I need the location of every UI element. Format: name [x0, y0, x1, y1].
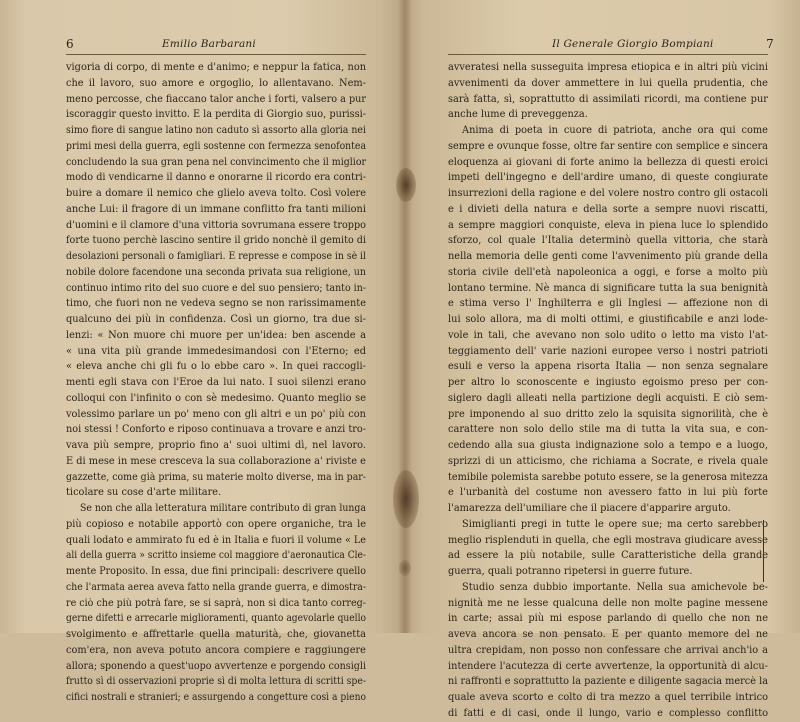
text-line: vole in tali, che avevano non solo udito o letto ma visto l'at-: [448, 329, 768, 341]
margin-bracket-mark: [757, 520, 764, 582]
text-line: quali lodato e ammirato fu ed è in Italia e fuori il volume « Le: [66, 534, 366, 546]
text-line: quale aveva scorto e colto di tra mezzo a quel terribile intrico: [448, 692, 769, 703]
text-line: Studio senza dubbio importante. Nella sua amichevole be-: [462, 581, 768, 593]
text-line: siglero dagli alleati nella partizione degli acquisti. E ciò sem-: [448, 392, 768, 404]
binding-stain-upper: [396, 168, 416, 202]
text-line: ad essere la più notabile, sulle Caratteristiche della grande: [448, 550, 769, 562]
text-line: qualcuno dei più in confidenza. Così un giorno, tra due si-: [66, 314, 366, 325]
text-line: forte tuono perchè lascino sentire il grido nonchè il gemito di: [66, 235, 367, 247]
text-line: aveva ancora se non pensato. E per quanto memore del ne: [448, 629, 768, 640]
left-header: [66, 36, 366, 52]
text-line: temibile polemista sarebbe potuto essere, se la generosa mitezza: [448, 471, 768, 483]
text-line: mente Proposito. In essa, due fini principali: descrivere quello: [66, 566, 367, 577]
text-line: allora; sponendo a quest'uopo avvertenze e porgendo consigli: [66, 660, 366, 672]
left-header-rule: [66, 54, 366, 55]
book-gutter: [398, 0, 412, 633]
left-page: [0, 0, 404, 703]
text-line: ni raffronti e soprattutto la paziente e diligente sagacia mercè la: [448, 676, 769, 688]
text-line: cifici nostrali e stranieri; e assurgendo a congetture così a pieno: [66, 692, 367, 703]
text-line: che l'armata aerea aveva fatto nella grande guerra, e dimostra-: [66, 581, 366, 593]
right-page-number: 7: [766, 37, 774, 51]
text-line: e i divieti della natura e della sorte a sempre nuovi riscatti,: [448, 203, 769, 215]
text-line: Anima di poeta in cuore di patriota, anche ora qui come: [462, 125, 768, 136]
text-line: ultra crepidam, non posso non confessare che arrivai anch'io a: [448, 644, 768, 656]
text-line: menti egli stava con l'Eroe da lui nato. I suoi silenzi erano: [66, 377, 367, 388]
text-line: avveratesi nella susseguita impresa etiopica e in altri più vicini: [448, 62, 768, 73]
text-line: sprizzi di un atticismo, che richiama a Socrate, e rivela quale: [448, 455, 769, 467]
text-line: lontano termine. Nè manca di significare tutta la sua benignità: [448, 282, 768, 294]
text-line: buire a domare il nemico che glielo aveva tolto. Così volere: [66, 188, 366, 199]
text-line: nella memoria delle genti come l'avvenimento più grande della: [448, 251, 769, 262]
text-line: timo, che fuori non ne vedeva segno se non rarissimamente: [66, 298, 366, 310]
text-line: colloqui con l'infinito o con sè medesimo. Quanto meglio se: [66, 392, 367, 404]
text-line: vigoria di corpo, di mente e d'animo; e neppur la fatica, non: [66, 62, 367, 73]
text-line: gerne difetti e arrecarle miglioramenti, quanto agevolarle quello: [66, 613, 367, 625]
text-line: meglio risplenduti in quella, che egli mostrava giudicare avesse: [448, 534, 768, 546]
text-line: vava più sempre, proprio fino a' suoi ultimi dì, nel lavoro.: [66, 440, 366, 451]
text-line: storia civile dell'età napoleonica a oggi, e forse a molto più: [448, 266, 768, 278]
text-line: Se non che alla letteratura militare contributo di gran lunga: [80, 503, 366, 514]
binding-stain-small: [399, 560, 411, 576]
text-line: svolgimento e affrettarle quella maturità, che, giovanetta: [66, 629, 366, 640]
text-line: eloquenza ai giovani di forte animo la bellezza di questi eroici: [448, 156, 768, 168]
text-line: e l'urbanità del costume non avessero fatto in lui più forte: [448, 487, 768, 499]
text-line: primi mesi della guerra, egli sostenne con fermezza senofontea: [66, 140, 367, 152]
text-line: re ciò che più potrà fare, se si saprà, non si dica tanto correg-: [66, 597, 366, 609]
text-line: cedendo alla sua giusta indignazione solo a tempo e a luogo,: [448, 440, 768, 451]
text-line: desolazioni personali o famigliari. E represse e compose in sè il: [66, 251, 366, 262]
text-line: pre imponendo al suo dritto zelo la squisita signorilità, che è: [448, 408, 768, 420]
text-line: più copioso e notabile apportò con opere organiche, tra le: [66, 518, 366, 530]
left-body-text: [66, 60, 366, 706]
text-line: carattere non solo dello stile ma di tutta la vita sua, e con-: [448, 424, 769, 436]
text-line: che il lavoro, suo amore e orgoglio, lo allentavano. Nem-: [66, 77, 366, 89]
binding-stain-lower: [393, 470, 419, 528]
text-line: insurrezioni della ragione e del volere nostro contro gli ostacoli: [448, 188, 769, 199]
text-line: di fatti e di casi, onde il lungo, vario e complesso conflitto: [448, 707, 769, 719]
text-line: nignità me ne lesse qualcuna delle non molte pagine messene: [448, 597, 768, 609]
text-line: sforzo, col quale l'Italia determinò quella vittoria, che starà: [448, 235, 768, 247]
text-line: lenzi: « Non muore chi muore per un'idea: ben ascende a: [66, 329, 366, 341]
right-running-title: Il Generale Giorgio Bompiani: [552, 38, 714, 50]
text-line: « una vita più grande immedesimandosi con l'Eterno; ed: [66, 345, 367, 357]
text-line: intendere l'acutezza di certe avvertenze, la opportunità di alcu-: [448, 660, 768, 672]
text-line: anche lume di preveggenza.: [448, 109, 588, 121]
text-line: anche Lui: il fragore di un immane conflitto fra tanti milioni: [66, 203, 366, 215]
text-line: a sempre maggiori conquiste, eleva in piena luce lo splendido: [448, 219, 769, 231]
text-line: in carte; assai più mi espose parlando di quello che non ne: [448, 613, 769, 625]
right-page: [404, 0, 800, 719]
text-line: continuo intimo rito del suo cuore e del suo pensiero; tanto in-: [66, 282, 366, 294]
right-body-text: [448, 60, 768, 722]
text-line: com'era, non aveva potuto ancora compiere e raggiungere: [66, 644, 366, 656]
text-line: Simiglianti pregi in tutte le opere sue; ma certo sarebbero: [462, 518, 768, 530]
text-line: E di mese in mese cresceva la sua collaborazione a' riviste e: [66, 455, 366, 467]
text-line: sarà fatta, sì, soprattutto di assimilati ricordi, ma contiene pur: [448, 93, 768, 105]
text-line: « eleva anche chi gli fu o lo ebbe caro ». In quei raccogli-: [66, 361, 366, 373]
text-line: teggiamento dell' varie nazioni europee verso i nostri patrioti: [448, 345, 768, 357]
text-line: impeti dell'ingegno e dell'ardire umano, di queste congiurate: [448, 172, 768, 184]
text-line: e stima verso l' Inghilterra e gli Inglesi — affezione non di: [448, 298, 768, 310]
text-line: d'uomini e il clamore d'una vittoria sovrumana essere troppo: [66, 219, 367, 231]
text-line: lui solo allora, ma di molti ottimi, e giustificabile e anzi lode-: [448, 314, 768, 325]
text-line: avvenimenti da dover ammettere in lui quella prudentia, che: [448, 77, 768, 89]
text-line: l'amarezza dell'umiliare che il piacere d'apparire arguto.: [448, 503, 731, 514]
text-line: ali della guerra » scritto insieme col maggiore d'aeronautica Cle-: [66, 550, 366, 562]
text-line: concludendo la sua gran pena nel convincimento che il miglior: [66, 156, 367, 168]
left-running-title: Emilio Barbarani: [162, 38, 256, 50]
right-header-rule: [448, 54, 768, 55]
right-header: [552, 36, 772, 52]
text-line: simo fiore di sangue latino non caduto sì assorto alla gloria nei: [66, 125, 366, 136]
text-line: frutto sì di osservazioni proprie sì di molta lettura di scritti spe-: [66, 676, 367, 688]
text-line: noi stessi ! Conforto e riposo continuava a trovare e anzi tro-: [66, 424, 366, 436]
text-line: meno percosse, che fiaccano talor anche i forti, valsero a pur: [66, 93, 367, 105]
text-line: nobile dolore facendone una seconda privata sua religione, un: [66, 266, 367, 278]
text-line: esuli e verso la appena risorta Italia — non senza segnalare: [448, 361, 769, 373]
text-line: volessimo parlare un po' meno con gli altri e un po' più con: [66, 408, 366, 420]
text-line: gazzette, come già prima, su materie molto diverse, ma in par-: [66, 471, 366, 483]
text-line: sempre e ovunque fosse, oltre far sentire con semplice e sincera: [448, 140, 768, 152]
text-line: iscoraggir questo invitto. E la perdita di Giorgio suo, purissi-: [66, 109, 366, 121]
text-line: modo di vendicarne il danno e onorarne il ricordo era contri-: [66, 172, 366, 184]
text-line: guerra, quali potranno ripetersi in guerre future.: [448, 566, 693, 577]
text-line: per altro lo sconoscente e ingiusto egoismo preso per con-: [448, 377, 769, 388]
text-line: ticolare su cose d'arte militare.: [66, 487, 222, 499]
left-page-number: 6: [66, 37, 74, 51]
